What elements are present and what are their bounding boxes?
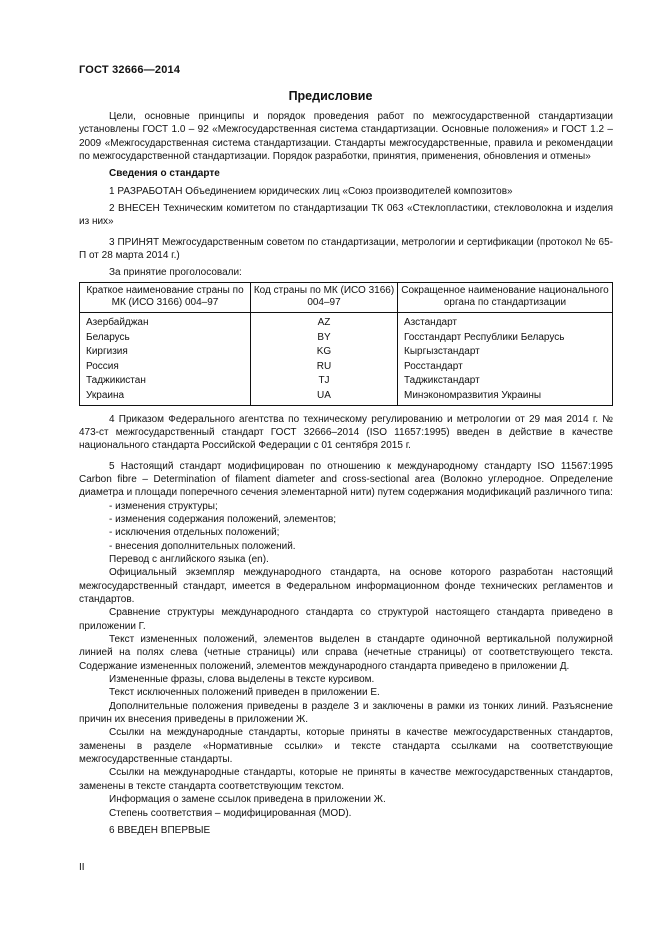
standard-id-header: ГОСТ 32666—2014 <box>79 64 181 76</box>
paragraph-translation: Перевод с английского языка (en). <box>109 553 269 565</box>
paragraph-not-adopted-references: Ссылки на международные стандарты, которые не приняты в качестве межгосударственных стандартов, заменены в тексте стандарта соответствующим текстом. <box>79 767 613 792</box>
item-2: 2 ВНЕСЕН Техническим комитетом по стандартизации ТК 063 «Стеклопластики, стекловолокна и изделия из них» <box>79 203 613 228</box>
national-body-cell: Азстандарт <box>398 312 613 330</box>
item-1: 1 РАЗРАБОТАН Объединением юридических лиц «Союз производителей композитов» <box>109 185 513 197</box>
paragraph-changed-text: Текст измененных положений, элементов выделен в стандарте одиночной вертикальной полужирной линией на полях слева (четные страницы) или справа (нечетные страницы) от соответствующего текста. Содержание измененных положений, элементов международного стандарта приведено в приложении Д. <box>79 634 613 672</box>
country-code-cell: UA <box>251 389 398 405</box>
national-body-cell: Росстандарт <box>398 360 613 375</box>
paragraph-italic-note: Измененные фразы, слова выделены в тексте курсивом. <box>109 674 375 686</box>
document-body <box>79 110 613 837</box>
country-name-cell: Украина <box>80 389 251 405</box>
paragraph-additional-provisions: Дополнительные положения приведены в разделе 3 и заключены в рамки из тонких линий. Разъяснение причин их внесения приведены в приложении Ж. <box>79 700 613 726</box>
item-6: 6 ВВЕДЕН ВПЕРВЫЕ <box>109 824 211 836</box>
modification-list-item: - изменения содержания положений, элементов; <box>109 513 337 525</box>
national-body-cell: Госстандарт Республики Беларусь <box>398 331 613 346</box>
voting-table <box>79 282 613 406</box>
item-4: 4 Приказом Федерального агентства по техническому регулированию и метрологии от 29 мая 2014 г. № 473-ст межгосударственный стандарт ГОСТ 32666–2014 (ISO 11657:1995) введен в действие в качестве национального стандарта Российской Федерации с 01 сентября 2015 г. <box>79 413 613 452</box>
modification-list-item: - изменения структуры; <box>109 500 218 512</box>
paragraph-excluded-text: Текст исключенных положений приведен в приложении Е. <box>109 687 380 699</box>
page-number: II <box>79 862 85 873</box>
national-body-cell: Таджикстандарт <box>398 374 613 389</box>
table-row <box>80 312 613 330</box>
national-body-cell: Кыргызстандарт <box>398 345 613 360</box>
item-5: 5 Настоящий стандарт модифицирован по отношению к международному стандарту ISO 11567:1995 Carbon fibre – Determination of filament diameter and cross-sectional area (Волокно углеродное. Определение диаметра и площади поперечного сечения элементарной нити) путем содержания модификаций различного типа: <box>79 460 613 499</box>
paragraph-conformity-degree: Степень соответствия – модифицированная (MOD). <box>109 807 352 819</box>
modification-list-item: - внесения дополнительных положений. <box>109 540 296 552</box>
item-3: 3 ПРИНЯТ Межгосударственным советом по стандартизации, метрологии и сертификации (протокол № 65-П от 28 марта 2014 г.) <box>79 236 613 262</box>
table-row <box>80 389 613 405</box>
country-name-cell: Таджикистан <box>80 374 251 389</box>
paragraph-reference-info: Информация о замене ссылок приведена в приложении Ж. <box>109 794 386 806</box>
country-code-cell: TJ <box>251 374 398 389</box>
country-code-cell: AZ <box>251 312 398 330</box>
table-row <box>80 331 613 346</box>
national-body-cell: Минэкономразвития Украины <box>398 389 613 405</box>
column-header: Код страны по МК (ИСО 3166) 004–97 <box>251 282 398 312</box>
country-name-cell: Азербайджан <box>80 312 251 330</box>
paragraph-structure-comparison: Сравнение структуры международного стандарта со структурой настоящего стандарта приведено в приложении Г. <box>79 607 613 632</box>
table-row <box>80 345 613 360</box>
country-name-cell: Беларусь <box>80 331 251 346</box>
page-title: Предисловие <box>288 89 373 103</box>
section-heading: Сведения о стандарте <box>109 168 220 180</box>
country-code-cell: RU <box>251 360 398 375</box>
country-code-cell: BY <box>251 331 398 346</box>
vote-caption: За принятие проголосовали: <box>109 267 242 279</box>
column-header: Краткое наименование страны по МК (ИСО 3166) 004–97 <box>80 282 251 312</box>
paragraph-adopted-references: Ссылки на международные стандарты, которые приняты в качестве межгосударственных стандартов, заменены в разделе «Нормативные ссылки» и тексте стандарта ссылками на соответствующие межгосударственные стандарты. <box>79 727 613 766</box>
table-header-row <box>80 282 613 312</box>
country-name-cell: Киргизия <box>80 345 251 360</box>
table-row <box>80 360 613 375</box>
modification-list-item: - исключения отдельных положений; <box>109 527 280 539</box>
intro-paragraph: Цели, основные принципы и порядок проведения работ по межгосударственной стандартизации установлены ГОСТ 1.0 – 92 «Межгосударственная система стандартизации. Основные положения» и ГОСТ 1.2 – 2009 «Межгосударственная система стандартизации. Стандарты межгосударственные, правила и рекомендации по межгосударственной стандартизации. Порядок разработки, принятия, применения, обновления и отмены» <box>79 111 613 163</box>
column-header: Сокращенное наименование национального органа по стандартизации <box>398 282 613 312</box>
table-row <box>80 374 613 389</box>
country-code-cell: KG <box>251 345 398 360</box>
country-name-cell: Россия <box>80 360 251 375</box>
paragraph-official-copy: Официальный экземпляр международного стандарта, на основе которого разработан настоящий межгосударственный стандарт, имеется в Федеральном информационном фонде технических регламентов и стандартов. <box>79 567 613 605</box>
